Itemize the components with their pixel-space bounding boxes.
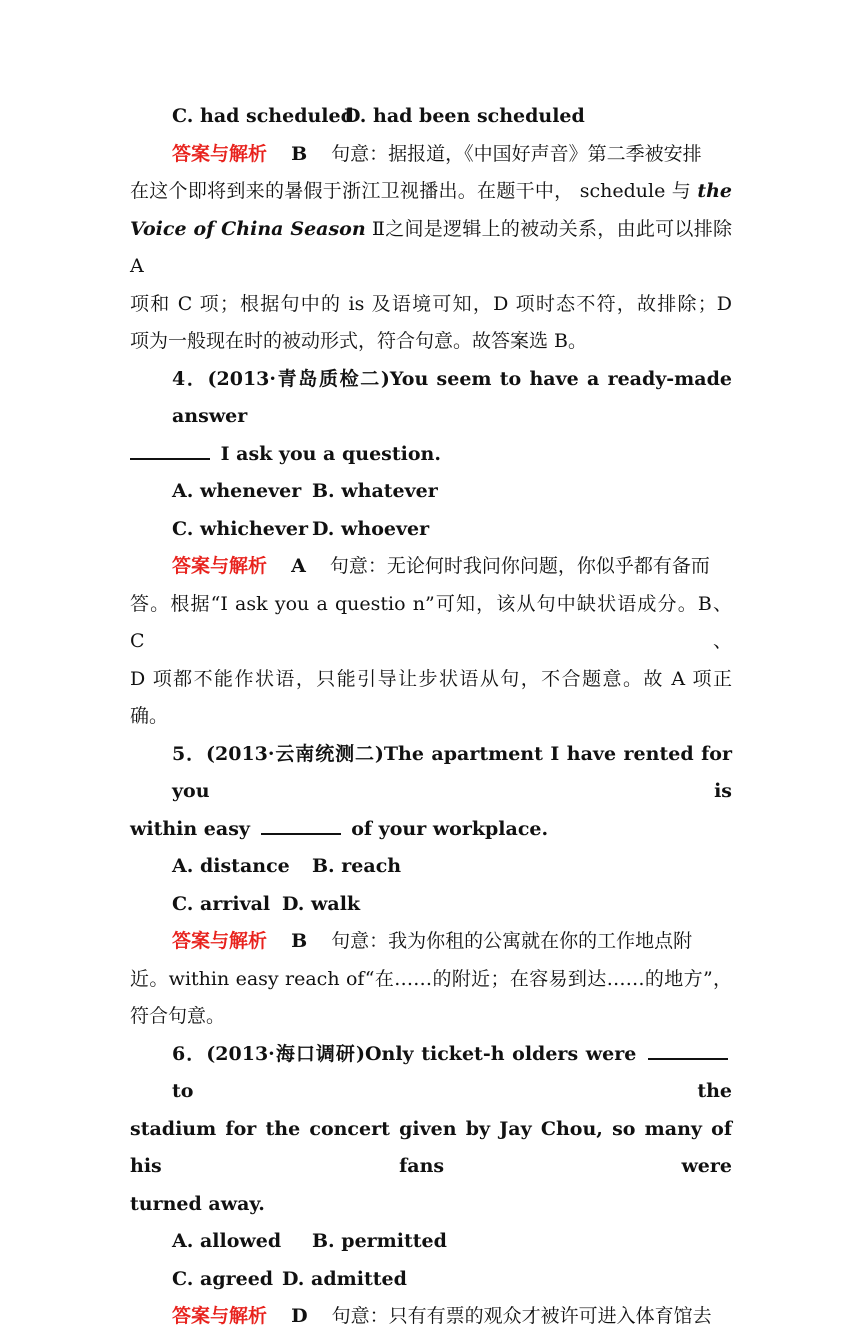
- q4-option-c: C. whichever: [172, 517, 309, 540]
- q4-number: 4．: [172, 367, 208, 390]
- q5-explanation-1: 句意：我为你租的公寓就在你的工作地点附: [331, 930, 693, 952]
- q4-options-ab: [130, 473, 732, 511]
- q3-explanation-line-4: 项和 C 项；根据句中的 is 及语境可知，D 项时态不符，故排除；D: [130, 292, 732, 315]
- q4-stem-line-2: [130, 436, 732, 474]
- q6-options-cd: [130, 1261, 732, 1299]
- q6-answer-line: [130, 1298, 732, 1336]
- q6-option-d: D. admitted: [282, 1267, 407, 1290]
- q4-explanation-line-4: 确。: [130, 705, 169, 727]
- q6-stem-1-end: to the: [172, 1080, 732, 1102]
- q5-stem-line-1: [130, 736, 732, 811]
- q4-stem-line-1: [130, 361, 732, 436]
- q5-option-c: C. arrival: [172, 892, 271, 915]
- q4-answer-label: 答案与解析: [172, 555, 268, 577]
- q5-stem-2-post: of your workplace.: [351, 817, 549, 840]
- q6-explanation-1: 句意：只有有票的观众才被许可进入体育馆去: [331, 1305, 712, 1327]
- q6-option-a: A. allowed: [172, 1230, 282, 1252]
- q5-source: 云南统测二: [274, 742, 375, 765]
- q6-stem-line-2: stadium for the concert given by Jay Chou, so many of his fans were: [130, 1117, 732, 1177]
- q5-answer-line: [130, 923, 732, 961]
- q6-source: 海口调研: [274, 1042, 356, 1065]
- q3-explanation-line-2: [130, 173, 732, 211]
- q3-option-d: D. had been scheduled: [344, 105, 585, 127]
- q5-answer: B: [291, 930, 308, 952]
- q5-option-a: A. distance: [172, 855, 290, 877]
- q6-blank: [648, 1057, 728, 1060]
- q4-answer: A: [291, 555, 306, 577]
- q5-explanation-line-2: 近。within easy reach of“在……的附近；在容易到达……的地方”，: [130, 967, 732, 990]
- q6-option-b: B. permitted: [312, 1230, 447, 1252]
- q3-answer-line: [130, 136, 732, 174]
- q5-number: 5．: [172, 742, 207, 765]
- q6-option-c: C. agreed: [172, 1267, 274, 1290]
- q4-source-pre: (2013·: [207, 367, 277, 390]
- q6-answer: D: [291, 1305, 308, 1327]
- q5-options-cd: [130, 886, 732, 924]
- q3-answer-label: 答案与解析: [172, 142, 268, 165]
- q6-options-ab: [130, 1223, 732, 1261]
- q3-explanation-line-3: [130, 211, 732, 286]
- q6-answer-label: 答案与解析: [172, 1305, 268, 1327]
- q4-option-d: D. whoever: [312, 517, 430, 540]
- q5-stem-2-pre: within easy: [130, 817, 250, 840]
- q5-options-ab: [130, 848, 732, 886]
- q3-options-cd: [130, 98, 732, 136]
- q3-explanation-2: 在这个即将到来的暑假于浙江卫视播出。在题干中， schedule 与: [130, 180, 691, 202]
- q3-explanation-2-italic: the: [697, 180, 732, 202]
- q4-source: 青岛质检二: [276, 367, 381, 390]
- q5-answer-label: 答案与解析: [172, 930, 268, 952]
- q5-option-d: D. walk: [282, 892, 361, 915]
- q5-explanation-line-3: 符合句意。: [130, 1005, 226, 1027]
- q4-explanation-line-2: 答。根据“I ask you a questio n”可知，该从句中缺状语成分。B、C、: [130, 592, 732, 652]
- q3-explanation-1: 句意：据报道，《中国好声音》第二季被安排: [331, 142, 702, 165]
- q3-option-c: C. had scheduled: [172, 105, 354, 127]
- q3-answer: B: [291, 142, 308, 165]
- q4-options-cd: [130, 511, 732, 549]
- q4-answer-line: [130, 548, 732, 586]
- q5-source-pre: (2013·: [206, 742, 275, 765]
- q4-option-a: A. whenever: [172, 480, 302, 502]
- q6-stem-line-3: turned away.: [130, 1192, 265, 1215]
- q4-blank: [130, 457, 210, 460]
- q3-explanation-3: Ⅱ之间是逻辑上的被动关系，由此可以排除 A: [130, 217, 732, 277]
- q4-explanation-1: 句意：无论何时我问你问题，你似乎都有备而: [329, 555, 710, 577]
- q6-number: 6．: [172, 1042, 207, 1065]
- q4-option-b: B. whatever: [312, 480, 438, 502]
- q6-stem-line-1: [130, 1036, 732, 1111]
- q5-stem-1: )The apartment I have rented for you is: [172, 742, 732, 802]
- q6-source-pre: (2013·: [206, 1042, 275, 1065]
- document-page: [130, 98, 732, 1336]
- q4-stem-1: )You seem to have a ready-made answer: [172, 367, 732, 427]
- q3-explanation-line-5: 项为一般现在时的被动形式，符合句意。故答案选 B。: [130, 330, 588, 352]
- q5-blank: [261, 832, 341, 835]
- q5-stem-line-2: [130, 811, 732, 849]
- q6-stem-1: )Only ticket-h olders were: [355, 1042, 637, 1065]
- q3-explanation-3-italic: Voice of China Season: [130, 217, 366, 240]
- q4-explanation-line-3: D 项都不能作状语，只能引导让步状语从句，不合题意。故 A 项正: [130, 667, 732, 690]
- q5-option-b: B. reach: [312, 855, 402, 877]
- q4-stem-2: I ask you a question.: [220, 442, 441, 465]
